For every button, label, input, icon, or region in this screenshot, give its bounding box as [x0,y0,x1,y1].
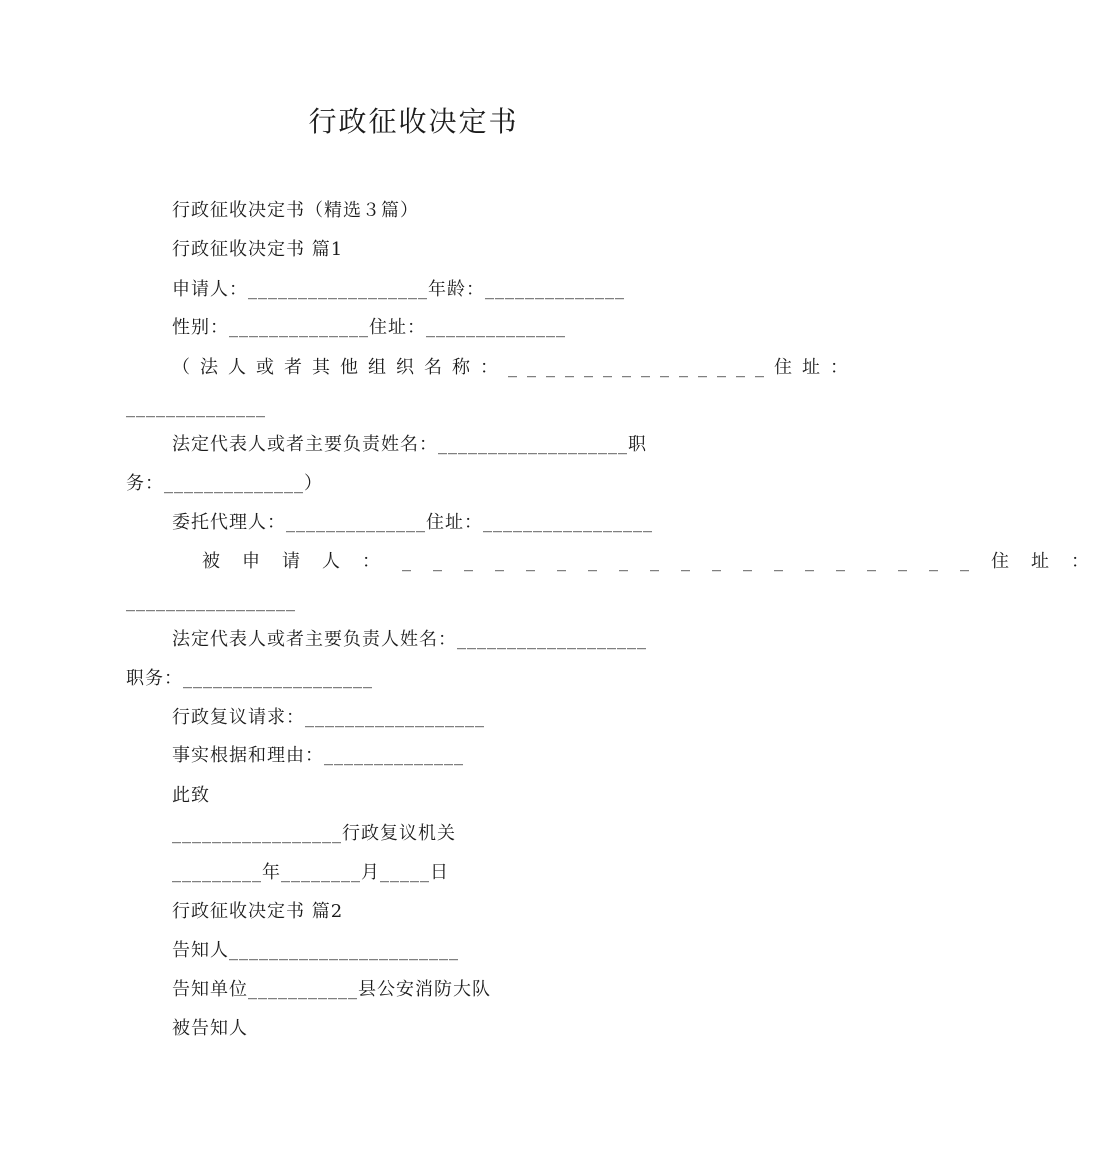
text-line: 行政征收决定书 篇2 [172,901,344,922]
text-line: 告知人_______________________ [172,940,459,961]
text-line: 被申请人：___________________住址： [202,551,1111,572]
text-line: 委托代理人：______________住址：_________________ [172,512,653,533]
text-line: ______________ [126,397,266,418]
text-line: 务：______________） [126,473,323,494]
text-line: 此致 [172,785,210,806]
text-line: （法人或者其他组织名称：______________住址： [172,357,858,378]
text-line: _________________行政复议机关 [172,823,456,844]
text-line: 事实根据和理由：______________ [172,745,464,766]
text-line: _________年________月_____日 [172,862,449,883]
text-line: 告知单位___________县公安消防大队 [172,979,491,1000]
text-line: 法定代表人或者主要负责人姓名：___________________ [172,629,647,650]
text-line: 行政征收决定书（精选３篇） [172,200,419,221]
text-line: _________________ [126,591,296,612]
text-line: 职务：___________________ [126,668,373,689]
text-line: 性别：______________住址：______________ [172,317,566,338]
text-line: 申请人：__________________年龄：______________ [172,279,625,300]
text-line: 法定代表人或者主要负责姓名：___________________职 [172,434,647,455]
text-line: 被告知人 [172,1018,248,1039]
text-line: 行政征收决定书 篇1 [172,239,344,260]
document-title: 行政征收决定书 [308,105,519,138]
text-line: 行政复议请求：__________________ [172,707,485,728]
